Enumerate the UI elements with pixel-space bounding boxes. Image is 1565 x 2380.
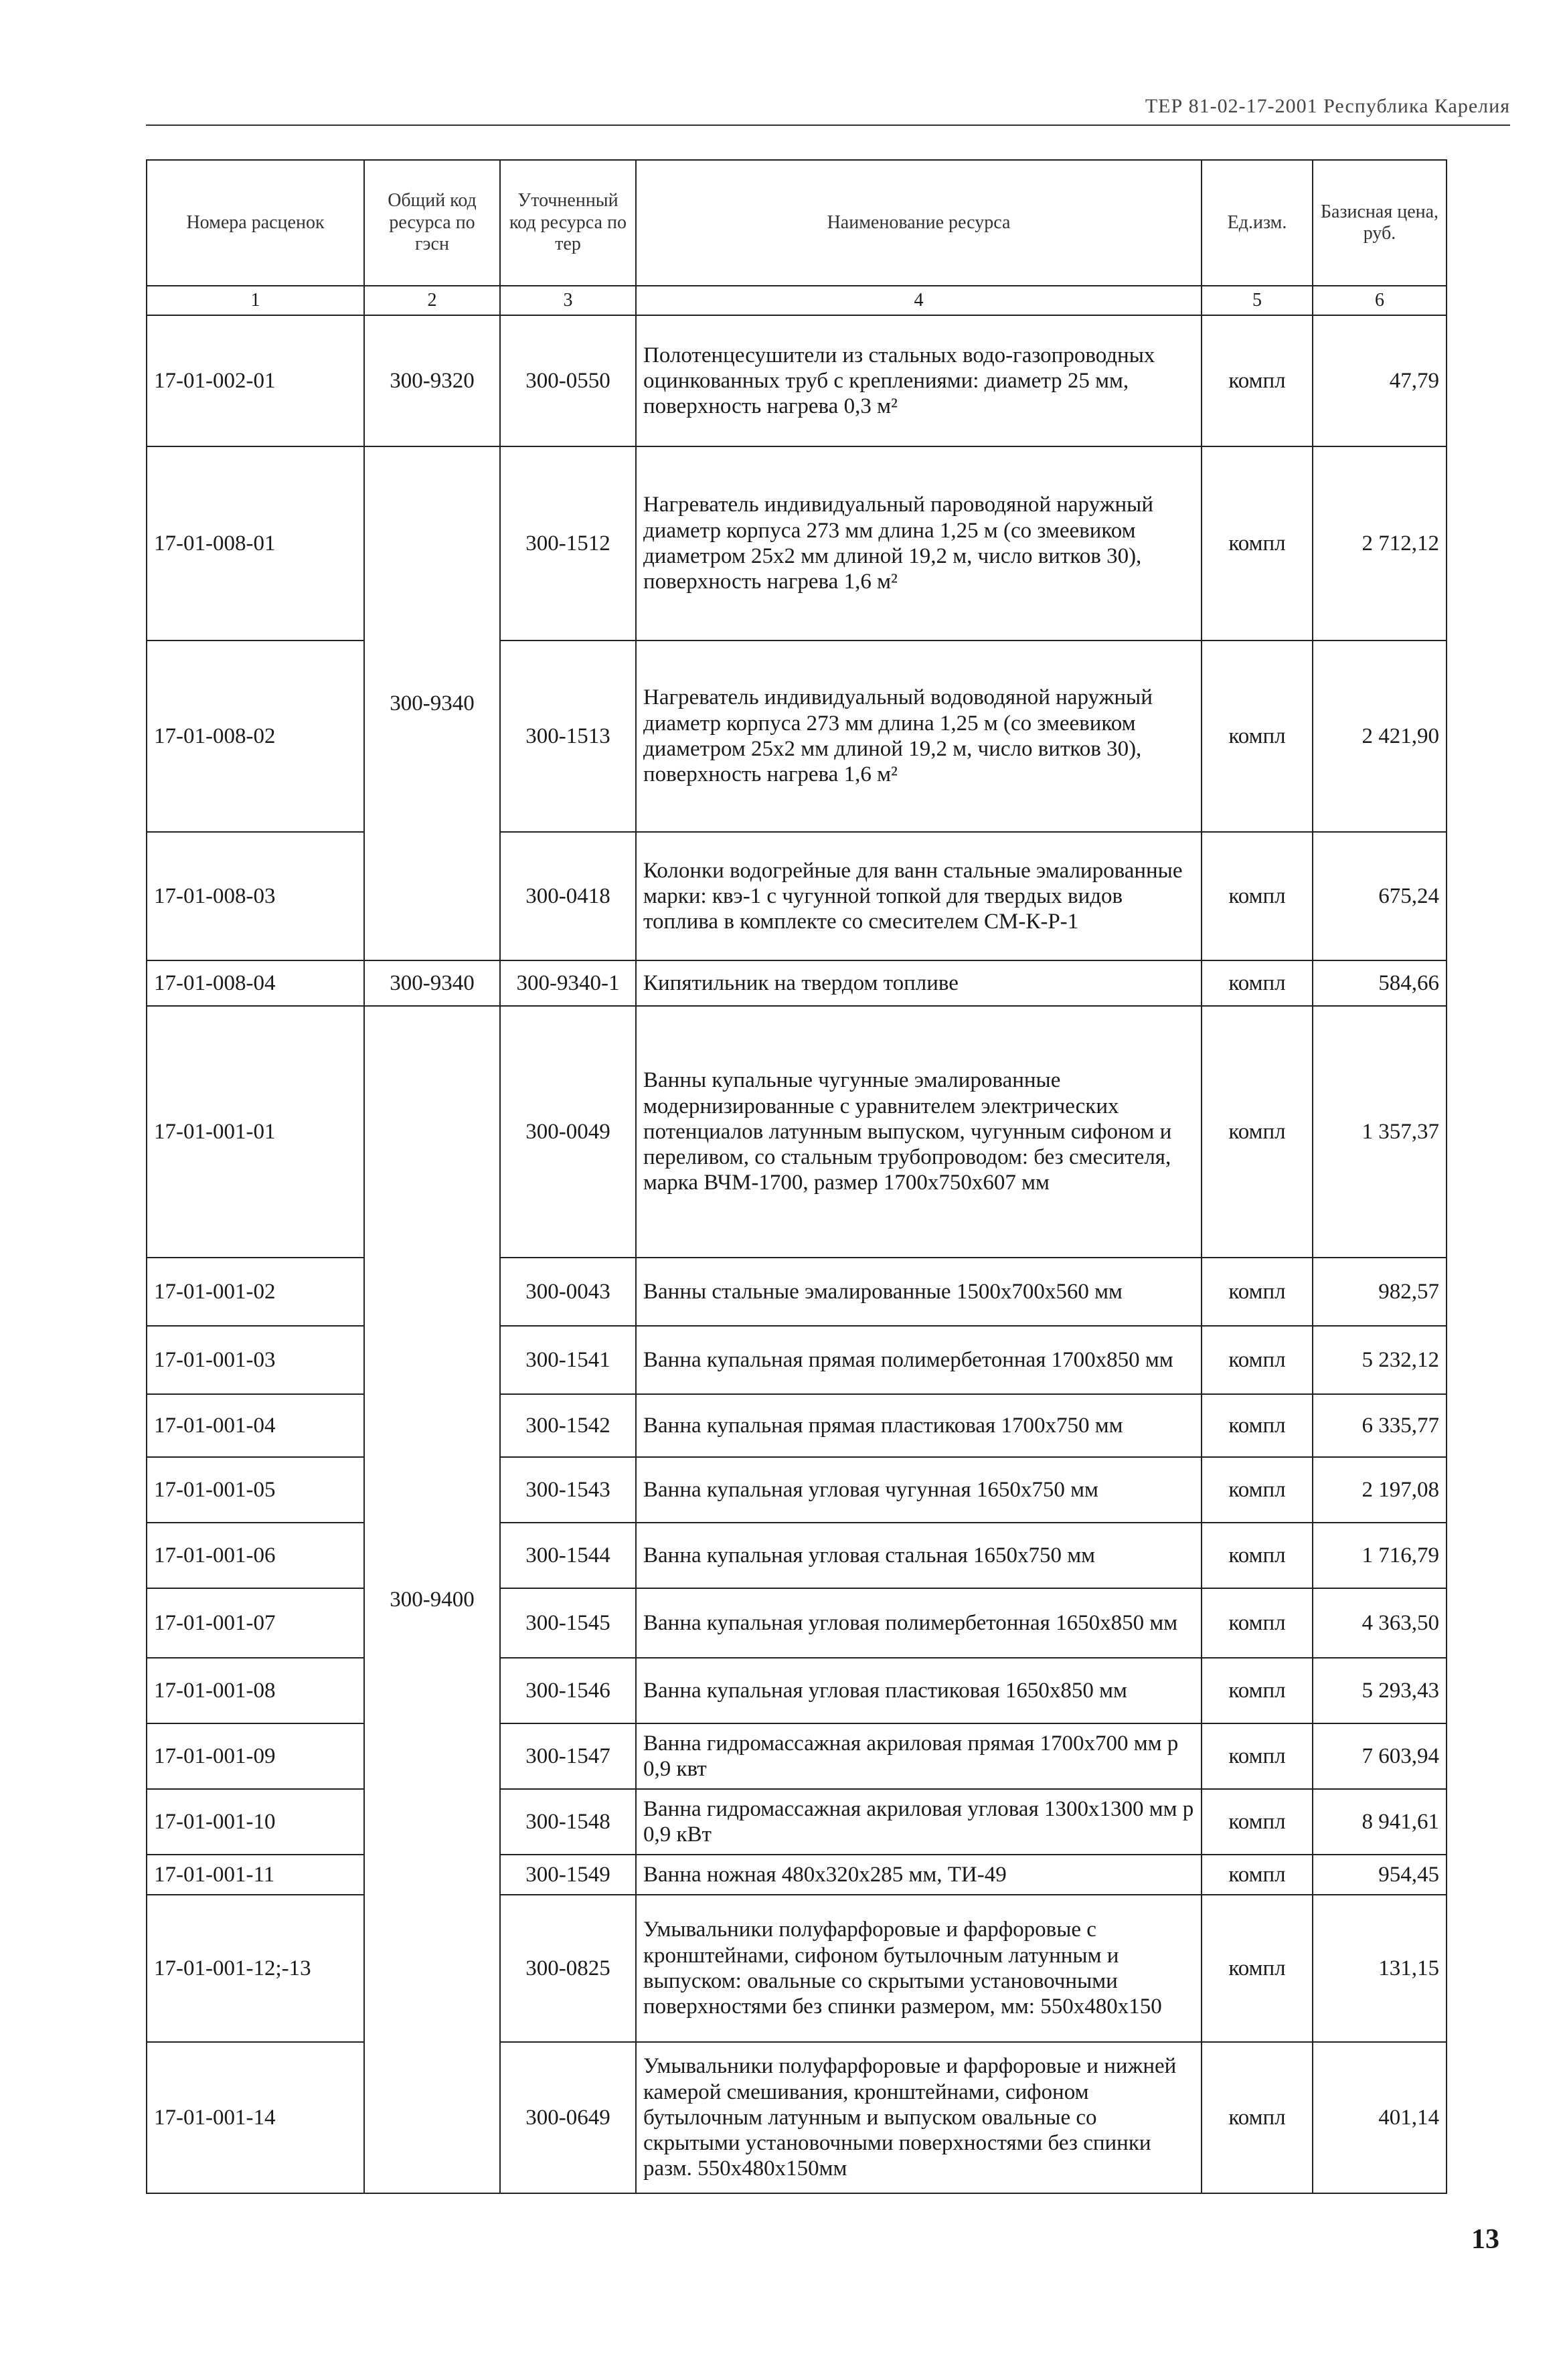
- unit: компл: [1202, 1588, 1313, 1658]
- table-row: [147, 1723, 1447, 1789]
- base-price: 401,14: [1313, 2042, 1447, 2193]
- resource-name: Ванны стальные эмалированные 1500х700х560 мм: [636, 1258, 1202, 1326]
- column-number-row: [147, 286, 1447, 315]
- resource-name: Ванна купальная угловая чугунная 1650х750 мм: [636, 1457, 1202, 1523]
- base-price: 5 232,12: [1313, 1326, 1447, 1394]
- unit: компл: [1202, 1258, 1313, 1326]
- ter-code: 300-1542: [500, 1394, 636, 1457]
- base-price: 2 197,08: [1313, 1457, 1447, 1523]
- rate-code: 17-01-001-05: [147, 1457, 364, 1523]
- rate-code: 17-01-008-01: [147, 446, 364, 641]
- resource-table: [146, 159, 1447, 2194]
- base-price: 982,57: [1313, 1258, 1447, 1326]
- col-number: 1: [147, 286, 364, 315]
- resource-name: Ванна купальная угловая полимербетонная 1650х850 мм: [636, 1588, 1202, 1658]
- table-row: [147, 832, 1447, 960]
- table-row: [147, 1895, 1447, 2042]
- ter-code: 300-0049: [500, 1006, 636, 1258]
- unit: компл: [1202, 1723, 1313, 1789]
- resource-name: Ванна гидромассажная акриловая прямая 1700х700 мм р 0,9 квт: [636, 1723, 1202, 1789]
- base-price: 131,15: [1313, 1895, 1447, 2042]
- ter-code: 300-1549: [500, 1855, 636, 1895]
- unit: компл: [1202, 446, 1313, 641]
- unit: компл: [1202, 1394, 1313, 1457]
- base-price: 954,45: [1313, 1855, 1447, 1895]
- resource-name: Ванна купальная угловая пластиковая 1650х850 мм: [636, 1658, 1202, 1723]
- resource-name: Ванна купальная угловая стальная 1650х750 мм: [636, 1523, 1202, 1588]
- gesn-code: 300-9340: [364, 960, 500, 1006]
- unit: компл: [1202, 1006, 1313, 1258]
- base-price: 7 603,94: [1313, 1723, 1447, 1789]
- gesn-code: 300-9340: [364, 446, 500, 960]
- unit: компл: [1202, 1855, 1313, 1895]
- gesn-code: 300-9400: [364, 1006, 500, 2193]
- rate-code: 17-01-001-10: [147, 1789, 364, 1855]
- resource-name: Ванна купальная прямая полимербетонная 1700х850 мм: [636, 1326, 1202, 1394]
- ter-code: 300-0825: [500, 1895, 636, 2042]
- unit: компл: [1202, 1457, 1313, 1523]
- resource-name: Умывальники полуфарфоровые и фарфоровые и нижней камерой смешивания, кронштейнами, сифоном бутылочным латунным и выпуском овальные со скрытыми установочными поверхностями без спинки разм. 550х480х150мм: [636, 2042, 1202, 2193]
- rate-code: 17-01-001-12;-13: [147, 1895, 364, 2042]
- resource-name: Нагреватель индивидуальный водоводяной наружный диаметр корпуса 273 мм длина 1,25 м (со змеевиком диаметром 25х2 мм длиной 19,2 м, число витков 30), поверхность нагрева 1,6 м²: [636, 641, 1202, 832]
- col-header-ter-code: Уточненный код ресурса по тер: [500, 160, 636, 286]
- rate-code: 17-01-002-01: [147, 315, 364, 446]
- resource-name: Нагреватель индивидуальный пароводяной наружный диаметр корпуса 273 мм длина 1,25 м (со змеевиком диаметром 25х2 мм длиной 19,2 м, число витков 30), поверхность нагрева 1,6 м²: [636, 446, 1202, 641]
- col-header-unit: Ед.изм.: [1202, 160, 1313, 286]
- col-number: 5: [1202, 286, 1313, 315]
- table-row: [147, 446, 1447, 641]
- rate-code: 17-01-001-07: [147, 1588, 364, 1658]
- unit: компл: [1202, 1895, 1313, 2042]
- resource-name: Ванны купальные чугунные эмалированные модернизированные с уравнителем электрических потенциалов латунным выпуском, чугунным сифоном и переливом, со стальным трубопроводом: без смесителя, марка ВЧМ-1700, размер 1700х750х607 мм: [636, 1006, 1202, 1258]
- unit: компл: [1202, 1789, 1313, 1855]
- table-row: [147, 1523, 1447, 1588]
- base-price: 47,79: [1313, 315, 1447, 446]
- gesn-code: 300-9320: [364, 315, 500, 446]
- resource-name: Ванна ножная 480х320х285 мм, ТИ-49: [636, 1855, 1202, 1895]
- unit: компл: [1202, 1523, 1313, 1588]
- table-row: [147, 960, 1447, 1006]
- rate-code: 17-01-001-09: [147, 1723, 364, 1789]
- ter-code: 300-1546: [500, 1658, 636, 1723]
- resource-name: Ванна купальная прямая пластиковая 1700х750 мм: [636, 1394, 1202, 1457]
- unit: компл: [1202, 960, 1313, 1006]
- base-price: 6 335,77: [1313, 1394, 1447, 1457]
- table-row: [147, 641, 1447, 832]
- resource-name: Колонки водогрейные для ванн стальные эмалированные марки: квэ-1 с чугунной топкой для твердых видов топлива в комплекте со смесителем СМ-К-Р-1: [636, 832, 1202, 960]
- ter-code: 300-0043: [500, 1258, 636, 1326]
- ter-code: 300-0418: [500, 832, 636, 960]
- ter-code: 300-9340-1: [500, 960, 636, 1006]
- resource-name: Полотенцесушители из стальных водо-газопроводных оцинкованных труб с креплениями: диаметр 25 мм, поверхность нагрева 0,3 м²: [636, 315, 1202, 446]
- rate-code: 17-01-001-02: [147, 1258, 364, 1326]
- ter-code: 300-0550: [500, 315, 636, 446]
- base-price: 675,24: [1313, 832, 1447, 960]
- rate-code: 17-01-001-14: [147, 2042, 364, 2193]
- col-header-name: Наименование ресурса: [636, 160, 1202, 286]
- col-header-price: Базисная цена, руб.: [1313, 160, 1447, 286]
- col-header-rate: Номера расценок: [147, 160, 364, 286]
- ter-code: 300-1548: [500, 1789, 636, 1855]
- unit: компл: [1202, 2042, 1313, 2193]
- ter-code: 300-1547: [500, 1723, 636, 1789]
- base-price: 1 357,37: [1313, 1006, 1447, 1258]
- table-header-row: [147, 160, 1447, 286]
- resource-name: Кипятильник на твердом топливе: [636, 960, 1202, 1006]
- base-price: 1 716,79: [1313, 1523, 1447, 1588]
- ter-code: 300-1545: [500, 1588, 636, 1658]
- table-row: [147, 1658, 1447, 1723]
- base-price: 2 421,90: [1313, 641, 1447, 832]
- base-price: 4 363,50: [1313, 1588, 1447, 1658]
- unit: компл: [1202, 315, 1313, 446]
- col-number: 6: [1313, 286, 1447, 315]
- rate-code: 17-01-001-08: [147, 1658, 364, 1723]
- ter-code: 300-1513: [500, 641, 636, 832]
- header-rule: [146, 124, 1510, 126]
- table-row: [147, 1394, 1447, 1457]
- col-number: 4: [636, 286, 1202, 315]
- rate-code: 17-01-008-04: [147, 960, 364, 1006]
- unit: компл: [1202, 1326, 1313, 1394]
- table-row: [147, 1789, 1447, 1855]
- document-header: ТЕР 81-02-17-2001 Республика Карелия: [1145, 95, 1510, 117]
- table-row: [147, 1457, 1447, 1523]
- table-row: [147, 1855, 1447, 1895]
- ter-code: 300-1543: [500, 1457, 636, 1523]
- rate-code: 17-01-001-11: [147, 1855, 364, 1895]
- base-price: 2 712,12: [1313, 446, 1447, 641]
- table-row: [147, 1588, 1447, 1658]
- table-row: [147, 315, 1447, 446]
- rate-code: 17-01-001-01: [147, 1006, 364, 1258]
- col-number: 3: [500, 286, 636, 315]
- ter-code: 300-1541: [500, 1326, 636, 1394]
- col-header-gesn-code: Общий код ресурса по гэсн: [364, 160, 500, 286]
- table-row: [147, 1326, 1447, 1394]
- unit: компл: [1202, 832, 1313, 960]
- unit: компл: [1202, 1658, 1313, 1723]
- table-row: [147, 2042, 1447, 2193]
- rate-code: 17-01-008-03: [147, 832, 364, 960]
- base-price: 8 941,61: [1313, 1789, 1447, 1855]
- ter-code: 300-0649: [500, 2042, 636, 2193]
- rate-code: 17-01-001-03: [147, 1326, 364, 1394]
- base-price: 5 293,43: [1313, 1658, 1447, 1723]
- ter-code: 300-1544: [500, 1523, 636, 1588]
- col-number: 2: [364, 286, 500, 315]
- rate-code: 17-01-008-02: [147, 641, 364, 832]
- rate-code: 17-01-001-04: [147, 1394, 364, 1457]
- rate-code: 17-01-001-06: [147, 1523, 364, 1588]
- base-price: 584,66: [1313, 960, 1447, 1006]
- unit: компл: [1202, 641, 1313, 832]
- resource-name: Умывальники полуфарфоровые и фарфоровые с кронштейнами, сифоном бутылочным латунным и выпуском: овальные со скрытыми установочными поверхностями без спинки размером, мм: 550х480х150: [636, 1895, 1202, 2042]
- table-row: [147, 1258, 1447, 1326]
- page-number: 13: [1471, 2224, 1499, 2255]
- table-row: [147, 1006, 1447, 1258]
- ter-code: 300-1512: [500, 446, 636, 641]
- resource-name: Ванна гидромассажная акриловая угловая 1300х1300 мм р 0,9 кВт: [636, 1789, 1202, 1855]
